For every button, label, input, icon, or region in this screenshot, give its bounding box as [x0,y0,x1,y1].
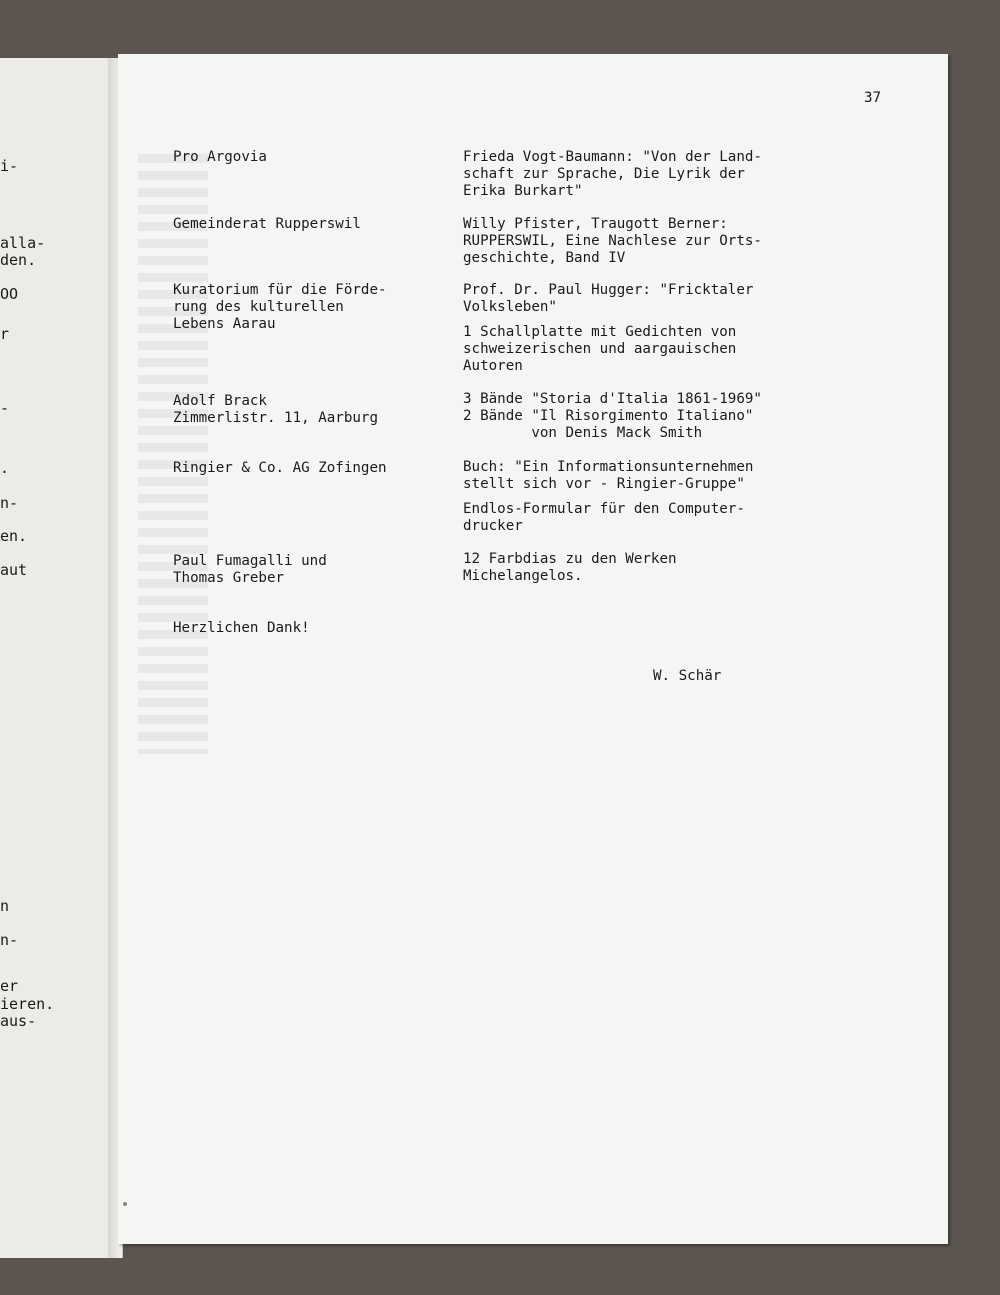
gift-description: Prof. Dr. Paul Hugger: "Fricktaler Volksleben" [463,282,754,315]
left-page-fragment: n [0,897,10,915]
page-number: 37 [864,90,882,106]
paper-speck [123,1202,127,1206]
show-through-text [138,154,208,754]
left-page-fragment: i- [0,157,19,175]
left-page-fragment: aut [0,561,28,579]
left-page-fragment: . [0,459,10,477]
gift-description: 12 Farbdias zu den Werken Michelangelos. [463,551,677,584]
left-page-fragment: ieren. [0,995,55,1013]
gift-description: 1 Schallplatte mit Gedichten von schweizerischen und aargauischen Autoren [463,324,737,374]
donor-name: Adolf Brack Zimmerlistr. 11, Aarburg [173,393,378,426]
gift-description: Frieda Vogt-Baumann: "Von der Land- schaft zur Sprache, Die Lyrik der Erika Burkart" [463,149,762,199]
donor-name: Ringier & Co. AG Zofingen [173,460,387,476]
donor-name: Pro Argovia [173,149,267,165]
donor-name: Paul Fumagalli und Thomas Greber [173,553,327,586]
signature: W. Schär [653,668,722,684]
left-page-fragment: en. [0,527,28,545]
left-page-fragment: OO [0,285,19,303]
donor-name: Gemeinderat Rupperswil [173,216,361,232]
left-page-fragment: n- [0,931,19,949]
left-page-fragment: er [0,977,19,995]
donor-name: Kuratorium für die Förde- rung des kulturellen Lebens Aarau [173,282,387,332]
left-page-fragment: - [0,399,10,417]
gift-description: 3 Bände "Storia d'Italia 1861-1969" 2 Bände "Il Risorgimento Italiano" von Denis Mack Smith [463,391,762,441]
left-page-fragment: alla- [0,234,46,252]
gift-description: Endlos-Formular für den Computer- drucker [463,501,745,534]
closing-thanks: Herzlichen Dank! [173,620,310,636]
document-page [118,54,948,1244]
gift-description: Willy Pfister, Traugott Berner: RUPPERSWIL, Eine Nachlese zur Orts- geschichte, Band IV [463,216,762,266]
left-page-fragment: aus- [0,1012,37,1030]
left-page-fragment: den. [0,251,37,269]
gift-description: Buch: "Ein Informationsunternehmen stellt sich vor - Ringier-Gruppe" [463,459,754,492]
left-page-fragment: r [0,325,10,343]
left-page-fragment: n- [0,494,19,512]
